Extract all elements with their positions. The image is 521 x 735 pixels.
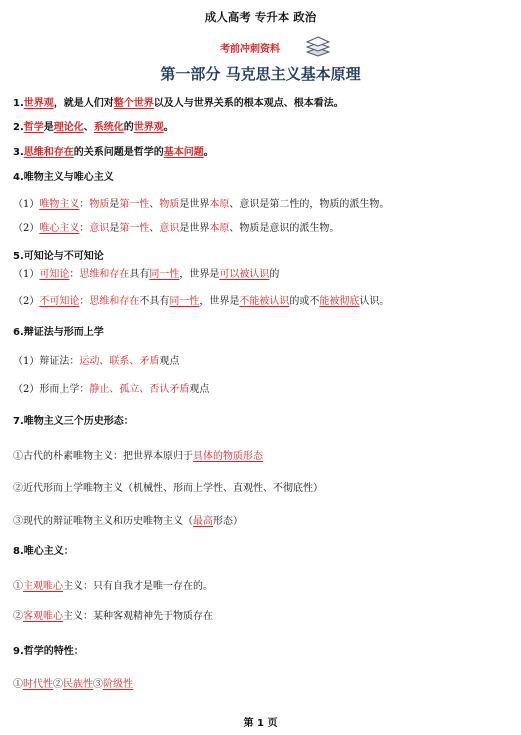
text-segment: 具有 bbox=[129, 269, 150, 280]
text-segment: 、 bbox=[149, 223, 160, 234]
text-segment: 2. bbox=[13, 122, 24, 133]
text-segment: ： bbox=[79, 296, 90, 307]
text-segment: ② bbox=[13, 611, 23, 622]
text-segment: 以及人与世界关系的根本观点、根本看法。 bbox=[153, 98, 344, 109]
text-segment: 6.辩证法与形而上学 bbox=[13, 327, 104, 338]
highlighted-term: 能被彻底 bbox=[319, 296, 360, 307]
highlighted-term: 唯心主义 bbox=[39, 223, 80, 234]
content-line bbox=[13, 482, 323, 496]
text-segment: ①古代的朴素唯物主义：把世界本原归于 bbox=[13, 451, 193, 462]
highlighted-term: 静止、孤立、否认矛盾 bbox=[89, 384, 190, 395]
text-segment: 的 bbox=[269, 269, 280, 280]
content-line bbox=[13, 268, 279, 282]
text-segment: ① bbox=[13, 679, 23, 690]
text-segment: 5.可知论与不可知论 bbox=[13, 251, 104, 262]
content-line bbox=[13, 580, 213, 594]
text-segment: 主义：某种客观精神先于物质存在 bbox=[63, 611, 213, 622]
text-segment: 主义：只有自我才是唯一存在的。 bbox=[63, 581, 213, 592]
text-segment: 的或不 bbox=[289, 296, 320, 307]
highlighted-term: 整个世界 bbox=[113, 98, 154, 109]
highlighted-term: 时代性 bbox=[23, 679, 53, 690]
highlighted-term: 第一性 bbox=[119, 199, 150, 210]
text-segment: 9.哲学的特性： bbox=[13, 646, 84, 657]
text-segment: 、物质是意识的派生物。 bbox=[229, 223, 340, 234]
text-segment: 3. bbox=[13, 147, 24, 158]
content-line bbox=[13, 295, 389, 309]
text-segment: （1） bbox=[13, 199, 40, 210]
highlighted-term: 物质 bbox=[159, 199, 180, 210]
text-segment: （1）辩证法： bbox=[13, 356, 80, 367]
text-segment: ② bbox=[53, 679, 63, 690]
text-segment: 。 bbox=[163, 122, 174, 133]
text-segment: ① bbox=[13, 581, 23, 592]
text-segment: 。 bbox=[203, 147, 214, 158]
highlighted-term: 不能被认识 bbox=[239, 296, 290, 307]
highlighted-term: 唯物主义 bbox=[39, 199, 80, 210]
content-line bbox=[13, 326, 104, 340]
text-segment: 8.唯心主义： bbox=[13, 546, 74, 557]
text-segment: 、意识是第二性的，物质的派生物。 bbox=[229, 199, 390, 210]
text-segment: ，世界是 bbox=[179, 269, 220, 280]
content-line bbox=[13, 515, 243, 529]
text-segment: 认识。 bbox=[359, 296, 390, 307]
content-line bbox=[13, 610, 213, 624]
highlighted-term: 世界观 bbox=[133, 122, 164, 133]
text-segment: （1） bbox=[13, 269, 40, 280]
content-line bbox=[13, 198, 389, 212]
text-segment: 4.唯物主义与唯心主义 bbox=[13, 172, 114, 183]
content-line bbox=[13, 545, 74, 559]
highlighted-term: 思维和存在 bbox=[23, 147, 74, 158]
subheader: 考前冲刺资料 bbox=[220, 44, 280, 55]
content-line bbox=[13, 222, 339, 236]
page-header: 成人高考 专升本 政治 bbox=[204, 10, 317, 24]
content-line bbox=[13, 645, 84, 659]
highlighted-term: 意识 bbox=[89, 223, 110, 234]
content-line bbox=[13, 450, 263, 464]
text-segment: ： bbox=[79, 199, 90, 210]
highlighted-term: 运动、联系、矛盾 bbox=[79, 356, 160, 367]
highlighted-term: 阶级性 bbox=[103, 679, 133, 690]
text-segment: ③现代的辩证唯物主义和历史唯物主义（ bbox=[13, 516, 193, 527]
text-segment: ，就是人们对 bbox=[53, 98, 114, 109]
highlighted-term: 不可知论 bbox=[39, 296, 80, 307]
content-line bbox=[13, 146, 214, 160]
text-segment: 、 bbox=[149, 199, 160, 210]
text-segment: 观点 bbox=[189, 384, 210, 395]
highlighted-term: 意识 bbox=[159, 223, 180, 234]
highlighted-term: 客观唯心 bbox=[23, 611, 63, 622]
content-line bbox=[13, 415, 134, 429]
text-segment: 的关系问题是哲学的 bbox=[73, 147, 164, 158]
text-segment: ： bbox=[69, 269, 80, 280]
text-segment: ②近代形而上学唯物主义（机械性、形而上学性、直观性、不彻底性） bbox=[13, 483, 323, 494]
text-segment: ③ bbox=[93, 679, 103, 690]
content-line bbox=[13, 97, 344, 111]
highlighted-term: 可以被认识 bbox=[219, 269, 270, 280]
text-segment: 是 bbox=[43, 122, 54, 133]
page-footer: 第 1 页 bbox=[243, 718, 278, 729]
text-segment: 是 bbox=[109, 199, 120, 210]
highlighted-term: 基本问题 bbox=[163, 147, 204, 158]
highlighted-term: 可知论 bbox=[39, 269, 70, 280]
page-title: 第一部分 马克思主义基本原理 bbox=[160, 65, 361, 83]
text-segment: （2） bbox=[13, 296, 40, 307]
highlighted-term: 同一性 bbox=[169, 296, 200, 307]
highlighted-term: 最高 bbox=[193, 516, 213, 527]
text-segment: 观点 bbox=[159, 356, 180, 367]
text-segment: 、 bbox=[83, 122, 94, 133]
text-segment: ，世界是 bbox=[199, 296, 240, 307]
highlighted-term: 第一性 bbox=[119, 223, 150, 234]
content-line bbox=[13, 383, 209, 397]
text-segment: 是世界 bbox=[179, 223, 210, 234]
text-segment: （2） bbox=[13, 223, 40, 234]
content-line bbox=[13, 355, 179, 369]
highlighted-term: 世界观 bbox=[23, 98, 54, 109]
content-line bbox=[13, 250, 104, 264]
highlighted-term: 本原 bbox=[209, 199, 230, 210]
highlighted-term: 主观唯心 bbox=[23, 581, 63, 592]
text-segment: （2）形而上学： bbox=[13, 384, 90, 395]
text-segment: ： bbox=[79, 223, 90, 234]
highlighted-term: 民族性 bbox=[63, 679, 93, 690]
stacked-layers-logo-icon bbox=[305, 34, 331, 58]
highlighted-term: 物质 bbox=[89, 199, 110, 210]
text-segment: 是 bbox=[109, 223, 120, 234]
text-segment: 是世界 bbox=[179, 199, 210, 210]
content-line bbox=[13, 121, 174, 135]
text-segment: 的 bbox=[123, 122, 134, 133]
highlighted-term: 哲学 bbox=[23, 122, 44, 133]
text-segment: 7.唯物主义三个历史形态： bbox=[13, 416, 134, 427]
highlighted-term: 同一性 bbox=[149, 269, 180, 280]
highlighted-term: 具体的物质形态 bbox=[193, 451, 263, 462]
highlighted-term: 思维和存在 bbox=[79, 269, 130, 280]
text-segment: 形态） bbox=[213, 516, 243, 527]
text-segment: 1. bbox=[13, 98, 24, 109]
content-line bbox=[13, 171, 114, 185]
highlighted-term: 本原 bbox=[209, 223, 230, 234]
highlighted-term: 系统化 bbox=[93, 122, 124, 133]
text-segment: 不具有 bbox=[139, 296, 170, 307]
highlighted-term: 理论化 bbox=[53, 122, 84, 133]
content-line bbox=[13, 678, 133, 692]
highlighted-term: 思维和存在 bbox=[89, 296, 140, 307]
